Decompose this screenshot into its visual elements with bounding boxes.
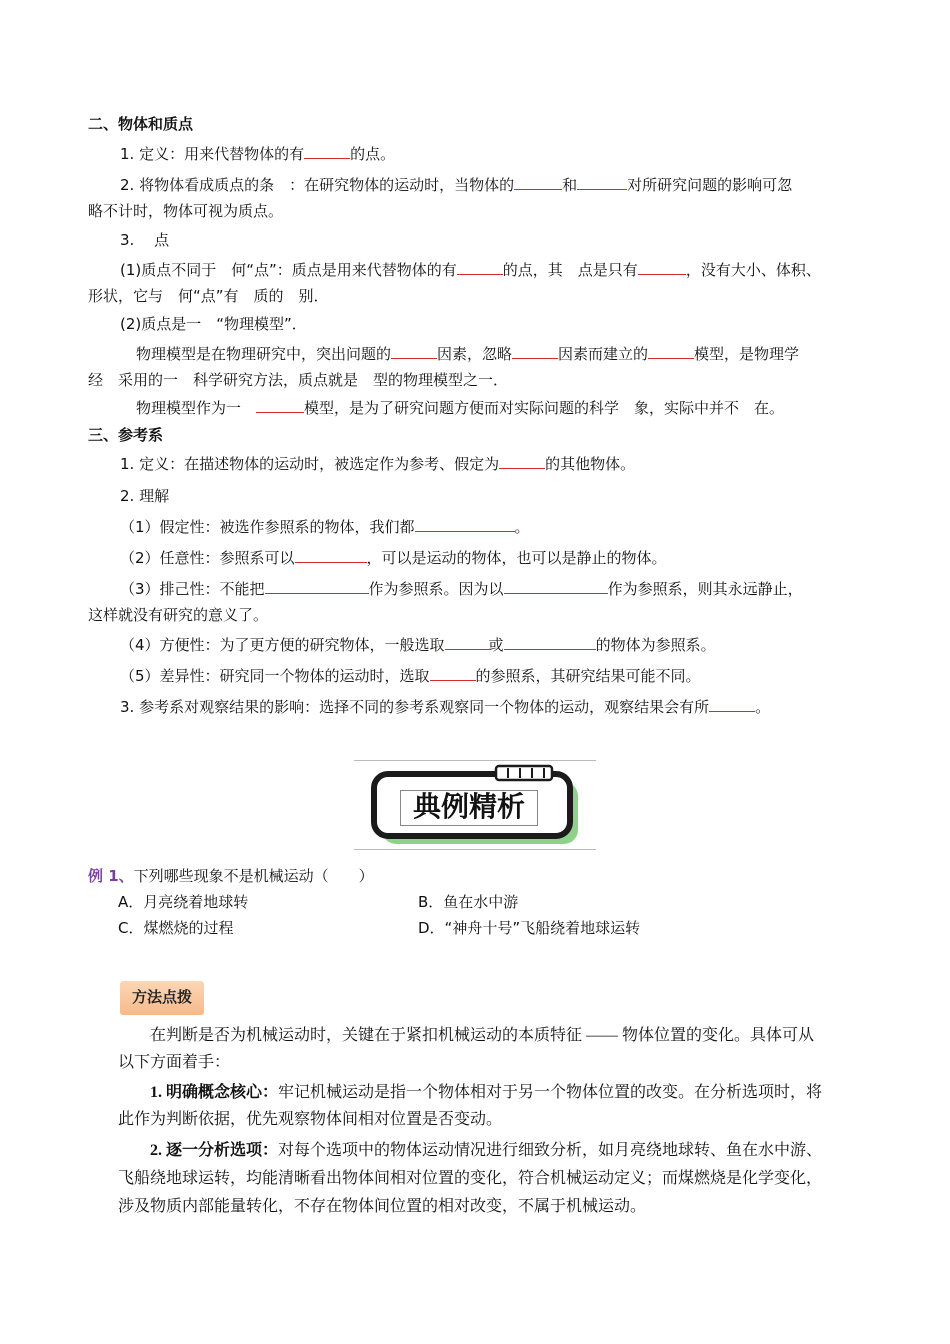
- text: （4）方便性：为了更方便的研究物体，一般选取: [120, 636, 445, 654]
- badge-title: 典例精析: [412, 790, 525, 823]
- text: 作为参照系，则其永远静止，: [607, 580, 803, 598]
- method-point-2: [150, 1141, 822, 1161]
- point-heading: 2. 逐一分析选项：: [150, 1142, 279, 1159]
- answer-blank[interactable]: [638, 260, 686, 275]
- option-b[interactable]: B．鱼在水中游: [418, 893, 519, 911]
- ref-definition-line: [120, 454, 635, 474]
- answer-blank[interactable]: [415, 517, 515, 532]
- text: 作为参照系。因为以: [368, 580, 504, 598]
- answer-blank[interactable]: [430, 666, 476, 681]
- question-text: 下列哪些现象不是机械运动（ ）: [133, 867, 374, 885]
- condition-line: [120, 175, 792, 195]
- ref-influence-line: [120, 697, 770, 717]
- answer-blank[interactable]: [445, 635, 489, 650]
- example-label: 例 1、: [88, 867, 134, 885]
- definition-line: [120, 144, 395, 164]
- answer-blank[interactable]: [265, 579, 369, 594]
- answer-blank[interactable]: [256, 398, 304, 413]
- text: 1. 定义：在描述物体的运动时，被选定作为参考、假定为: [120, 455, 500, 473]
- text: 1. 定义：用来代替物体的有: [120, 145, 305, 163]
- option-c[interactable]: C．煤燃烧的过程: [118, 919, 234, 937]
- method-point-1-cont: 此作为判断依据，优先观察物体间相对位置是否变动。: [118, 1111, 503, 1128]
- answer-blank[interactable]: [504, 579, 608, 594]
- text: （5）差异性：研究同一个物体的运动时，选取: [120, 667, 430, 685]
- ref-point-3-cont: 这样就没有研究的意义了。: [88, 606, 269, 624]
- answer-blank[interactable]: [512, 344, 558, 359]
- text: 的物体为参照系。: [595, 636, 716, 654]
- ref-point-2: [120, 548, 667, 568]
- text: 的点，其 点是只有: [502, 261, 638, 279]
- answer-blank[interactable]: [457, 260, 503, 275]
- text: 。: [755, 698, 771, 716]
- example-question: [88, 866, 374, 886]
- example-badge: [356, 760, 594, 850]
- text: （1）假定性：被选作参照系的物体，我们都: [120, 518, 415, 536]
- text: 或: [488, 636, 504, 654]
- text: 模型，是为了研究问题方便而对实际问题的科学 象，实际中并不 在。: [304, 399, 785, 417]
- text: 对每个选项中的物体运动情况进行细致分析，如月亮绕地球转、鱼在水中游、: [278, 1142, 823, 1159]
- text: 牢记机械运动是指一个物体相对于另一个物体位置的改变。在分析选项时，将: [278, 1084, 823, 1101]
- text: 3. 参考系对观察结果的影响：选择不同的参考系观察同一个物体的运动，观察结果会有所: [120, 698, 710, 716]
- model-desc-line: [136, 344, 799, 364]
- option-a[interactable]: A．月亮绕着地球转: [118, 893, 249, 911]
- text: ，没有大小、体积、: [685, 261, 821, 279]
- method-tag: 方法点拨: [120, 981, 204, 1015]
- particle-diff-cont: 形状，它与 何“点”有 质的 别．: [88, 287, 329, 305]
- text: 因素，忽略: [437, 345, 513, 363]
- answer-blank[interactable]: [577, 175, 627, 190]
- answer-blank[interactable]: [648, 344, 694, 359]
- answer-blank[interactable]: [514, 175, 562, 190]
- answer-blank[interactable]: [304, 144, 350, 159]
- physical-model-line: (2)质点是一 “物理模型”．: [120, 315, 307, 333]
- text: 的点。: [350, 145, 396, 163]
- section-heading-particle: 二、物体和质点: [88, 115, 194, 133]
- text: 因素而建立的: [558, 345, 649, 363]
- method-intro: 在判断是否为机械运动时，关键在于紧扣机械运动的本质特征 —— 物体位置的变化。具体可从: [150, 1027, 815, 1044]
- text: ，可以是运动的物体，也可以是静止的物体。: [366, 549, 667, 567]
- answer-blank[interactable]: [504, 635, 596, 650]
- method-point-2-cont2: 涉及物质内部能量转化，不存在物体间位置的相对改变，不属于机械运动。: [118, 1198, 647, 1215]
- text: 和: [562, 176, 578, 194]
- text: （3）排己性：不能把: [120, 580, 265, 598]
- text: 。: [514, 518, 530, 536]
- section-heading-reference: 三、参考系: [88, 426, 164, 444]
- answer-blank[interactable]: [499, 454, 545, 469]
- answer-blank[interactable]: [709, 697, 755, 712]
- answer-blank[interactable]: [295, 548, 367, 563]
- model-desc-cont: 经 采用的一 科学研究方法，质点就是 型的物理模型之一．: [88, 371, 509, 389]
- text: 的参照系，其研究结果可能不同。: [475, 667, 701, 685]
- method-intro-cont: 以下方面着手：: [118, 1054, 231, 1071]
- text: 模型，是物理学: [694, 345, 800, 363]
- ref-point-3: [120, 579, 803, 599]
- ref-understand-line: 2. 理解: [120, 487, 170, 505]
- particle-diff-line: [120, 260, 821, 280]
- text: 物理模型是在物理研究中，突出问题的: [136, 345, 392, 363]
- model-ideal-line: [136, 398, 784, 418]
- subheading-3: 3. 点: [120, 231, 170, 249]
- text: (1)质点不同于 何“点”：质点是用来代替物体的有: [120, 261, 457, 279]
- method-point-1: [150, 1083, 822, 1103]
- method-point-2-cont: 飞船绕地球运转，均能清晰看出物体间相对位置的变化，符合机械运动定义；而煤燃烧是化学变化，: [118, 1170, 823, 1187]
- ref-point-1: [120, 517, 530, 537]
- text: 对所研究问题的影响可忽: [627, 176, 793, 194]
- ref-point-5: [120, 666, 701, 686]
- answer-blank[interactable]: [391, 344, 437, 359]
- text: 的其他物体。: [545, 455, 636, 473]
- ref-point-4: [120, 635, 716, 655]
- condition-line-cont: 略不计时，物体可视为质点。: [88, 202, 284, 220]
- text: （2）任意性：参照系可以: [120, 549, 295, 567]
- point-heading: 1. 明确概念核心：: [150, 1084, 279, 1101]
- text: 2. 将物体看成质点的条 ：在研究物体的运动时，当物体的: [120, 176, 515, 194]
- text: 物理模型作为一: [136, 399, 257, 417]
- option-d[interactable]: D．“神舟十号”飞船绕着地球运转: [418, 919, 641, 937]
